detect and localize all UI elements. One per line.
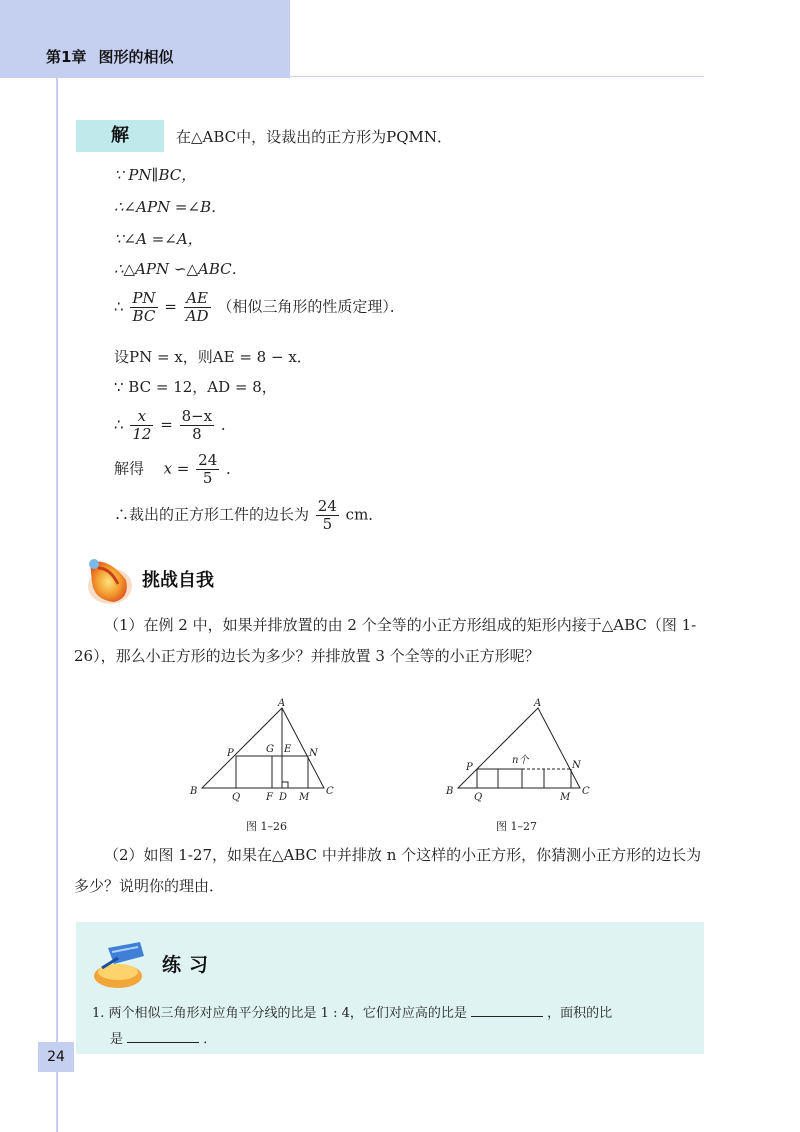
numerator: 24	[198, 451, 218, 469]
challenge-icon	[80, 554, 136, 608]
exercise-item-1-mid: ，面积的比	[547, 1006, 613, 1021]
chapter-header	[46, 46, 173, 67]
exercise-icon	[88, 938, 152, 994]
label-n: N	[572, 760, 581, 771]
solution-line-1: 在△ABC中，设裁出的正方形为PQMN．	[176, 128, 453, 146]
label-n-count: n个	[512, 755, 529, 766]
solve-label: 解得	[114, 459, 145, 478]
denominator: AD	[185, 307, 209, 325]
fraction-24-5	[196, 452, 219, 487]
period: ．	[220, 415, 236, 434]
challenge-paragraph-1: （1）在例 2 中，如果并排放置的由 2 个全等的小正方形组成的矩形内接于△ABC（图 1-26），那么小正方形的边长为多少？并排放置 3 个全等的小正方形呢？	[74, 616, 697, 665]
figure-1-26-caption: 图 1–26	[246, 820, 287, 833]
label-f: F	[266, 792, 273, 803]
label-q: Q	[232, 792, 241, 803]
therefore-sign: ∴	[114, 297, 124, 316]
denominator: 12	[132, 425, 152, 443]
answer-blank-area-ratio[interactable]	[127, 1030, 199, 1043]
figure-1-26	[186, 696, 340, 808]
denominator: 5	[202, 469, 213, 487]
label-n: N	[309, 748, 318, 759]
solution-line-4: ∵∠A =∠A，	[114, 230, 203, 248]
fraction-ae-ad	[184, 290, 211, 325]
label-b: B	[190, 786, 198, 797]
equals-sign: =	[164, 297, 177, 316]
x-equation	[114, 408, 236, 443]
fraction-x-12	[130, 408, 153, 443]
period: ．	[203, 1032, 217, 1047]
solution-line-2: ∵ PN∥BC，	[114, 166, 197, 184]
chapter-title: 图形的相似	[98, 48, 174, 66]
triangle-abc	[202, 708, 324, 788]
label-a: A	[534, 698, 542, 709]
fraction-8mx-8	[180, 408, 215, 443]
denominator: 8	[192, 425, 202, 443]
therefore-sign: ∴	[114, 415, 124, 434]
challenge-paragraph-2: （2）如图 1-27，如果在△ABC 中并排放 n 个这样的小正方形，你猜测小正方形的边长为多少？说明你的理由．	[74, 846, 702, 895]
solve-lhs: x =	[163, 459, 190, 478]
denominator: 5	[322, 515, 333, 533]
label-q: Q	[474, 792, 483, 803]
label-c: C	[582, 786, 590, 797]
exercise-item-1-text: 1. 两个相似三角形对应角平分线的比是 1 : 4，它们对应高的比是	[92, 1006, 467, 1021]
challenge-title: 挑战自我	[142, 570, 214, 591]
period: ．	[226, 459, 242, 478]
numerator: PN	[132, 289, 156, 307]
let-pn-line: 设PN = x，则AE = 8 − x．	[114, 348, 312, 366]
label-g: G	[266, 744, 274, 755]
conclusion-unit: cm．	[345, 505, 384, 524]
conclusion-line	[114, 498, 383, 533]
solution-tag: 解	[76, 120, 164, 152]
numerator: AE	[184, 290, 211, 308]
header-rule	[290, 76, 704, 77]
label-p: P	[466, 762, 473, 773]
exercise-title: 练习	[162, 954, 217, 976]
fraction-pn-bc	[130, 290, 157, 325]
label-d: D	[279, 792, 288, 803]
exercise-item-1-line-1	[92, 1002, 612, 1021]
ratio-equation	[114, 290, 405, 325]
chapter-number: 第1章	[46, 48, 87, 66]
label-e: E	[284, 744, 292, 755]
theorem-note: （相似三角形的性质定理）．	[217, 297, 405, 316]
denominator: BC	[132, 307, 156, 325]
label-p: P	[227, 748, 234, 759]
solution-line-3: ∴∠APN =∠B．	[114, 198, 227, 216]
page-number: 24	[38, 1042, 74, 1072]
exercise-item-1-line-2	[110, 1028, 216, 1047]
solve-line	[114, 452, 241, 487]
equals-sign: =	[160, 415, 173, 434]
right-angle-mark	[282, 782, 288, 788]
label-a: A	[278, 698, 286, 709]
conclusion-text: ∴裁出的正方形工件的边长为	[114, 505, 310, 524]
label-c: C	[326, 786, 334, 797]
label-b: B	[446, 786, 454, 797]
label-m: M	[560, 792, 571, 803]
answer-blank-height-ratio[interactable]	[471, 1004, 543, 1017]
fraction-24-5-conclusion	[316, 498, 339, 533]
figure-1-27	[442, 696, 596, 808]
bc-ad-line: ∵ BC = 12，AD = 8，	[114, 378, 277, 396]
triangle-abc	[458, 708, 580, 788]
margin-rule	[56, 78, 58, 1132]
numerator: 8−x	[181, 407, 213, 425]
solution-line-5: ∴△APN ∽△ABC．	[114, 260, 247, 278]
label-m: M	[299, 792, 310, 803]
numerator: x	[130, 408, 153, 426]
exercise-item-1-text-2: 是	[110, 1032, 124, 1047]
numerator: 24	[317, 497, 337, 515]
figure-1-27-caption: 图 1–27	[496, 820, 537, 833]
